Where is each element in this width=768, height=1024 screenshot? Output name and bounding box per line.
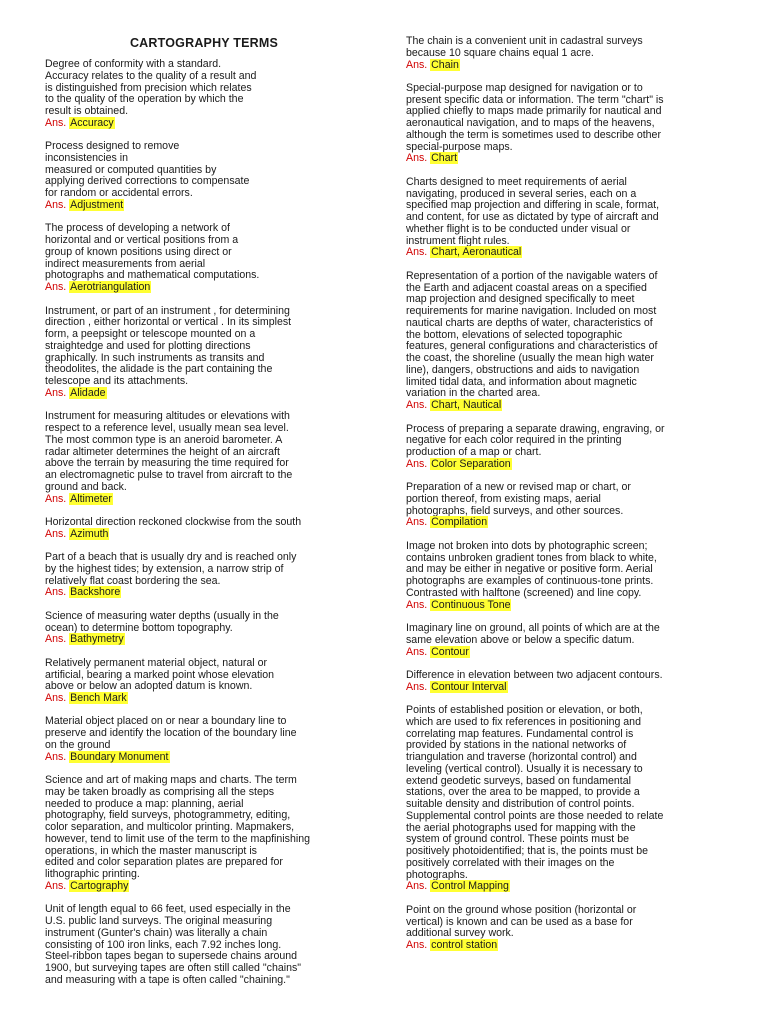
page-title: CARTOGRAPHY TERMS — [129, 36, 279, 50]
answer-label: Ans. — [45, 116, 67, 129]
left-column — [45, 36, 345, 998]
answer-label: Ans. — [45, 386, 67, 399]
answer-term-highlight: Chart — [431, 152, 458, 165]
term-definition: Point on the ground whose position (horizontal or vertical) is known and can be used as a base for additional survey work. — [406, 903, 637, 940]
answer-label: Ans. — [45, 750, 67, 763]
term-definition: Relatively permanent material object, natural or artificial, bearing a marked point whose elevation above or below an adopted datum is known. — [45, 656, 275, 693]
glossary-entry — [406, 83, 726, 165]
answer-line — [406, 647, 726, 659]
glossary-entry — [45, 552, 345, 599]
glossary-entry — [406, 905, 726, 952]
answer-term-highlight: Boundary Monument — [70, 750, 169, 763]
answer-term-highlight: Alidade — [70, 386, 106, 399]
answer-label: Ans. — [406, 645, 428, 658]
answer-line — [406, 400, 726, 412]
glossary-entry — [45, 716, 345, 763]
answer-term-highlight: Continuous Tone — [431, 598, 511, 611]
answer-line — [45, 118, 345, 130]
answer-term-highlight: Compilation — [431, 516, 488, 529]
answer-label: Ans. — [406, 939, 428, 952]
term-definition: Horizontal direction reckoned clockwise from the south — [45, 515, 302, 528]
term-definition: Instrument for measuring altitudes or elevations with respect to a reference level, usually mean sea level. The most common type is an aneroid barometer. A radar altimeter determines the height of an aircraft above the terrain by measuring the time required for an electromagnetic pulse to travel from aircraft to the ground and back. — [45, 410, 293, 493]
glossary-entry — [406, 705, 726, 893]
answer-label: Ans. — [45, 198, 67, 211]
answer-line — [45, 634, 345, 646]
glossary-entry — [406, 271, 726, 412]
answer-term-highlight: Chain — [431, 58, 459, 71]
answer-label: Ans. — [406, 399, 428, 412]
answer-line — [45, 282, 345, 294]
glossary-entry — [406, 482, 726, 529]
glossary-entry — [45, 141, 345, 212]
answer-line — [45, 200, 345, 212]
answer-label: Ans. — [45, 692, 67, 704]
glossary-entry — [45, 611, 345, 646]
glossary-entry — [45, 775, 345, 893]
answer-label: Ans. — [406, 457, 428, 470]
answer-label: Ans. — [406, 598, 428, 611]
answer-term-highlight: Adjustment — [70, 198, 124, 211]
term-definition: Process designed to remove inconsistencies in measured or computed quantities by applying derived corrections to compensate for random or accidental errors. — [45, 140, 250, 200]
term-definition: The chain is a convenient unit in cadastral surveys because 10 square chains equal 1 acre. — [406, 35, 643, 59]
term-definition: Science of measuring water depths (usually in the ocean) to determine bottom topography. — [45, 609, 279, 634]
answer-line — [406, 459, 726, 471]
glossary-entry — [45, 223, 345, 294]
term-definition: Difference in elevation between two adjacent contours. — [406, 669, 663, 681]
answer-line — [45, 881, 345, 893]
glossary-entry — [406, 424, 726, 471]
answer-term-highlight: control station — [431, 939, 498, 952]
term-definition: The process of developing a network of horizontal and or vertical positions from a group of known positions using direct or indirect measurements from aerial photographs and mathematical computations. — [45, 222, 260, 282]
answer-label: Ans. — [406, 680, 428, 693]
glossary-entry — [45, 517, 345, 541]
answer-term-highlight: Contour Interval — [431, 680, 507, 693]
answer-label: Ans. — [45, 527, 67, 540]
term-definition: Points of established position or elevation, or both, which are used to fix references in positioning and correlating map features. Fundamental control is provided by stations in the national networks of triangulation and traverse (horizontal control) and leveling (vertical control). Usually it is necessary to extend geodetic surveys, based on fundamental stations, over the area to be mapped, to provide a suitable density and distribution of control points. Supplemental control points are those needed to relate the aerial photographs used for mapping with the system of ground control. These points must be positively photoidentified; that is, the points must be positively correlated with their images on the photographs. — [406, 704, 664, 881]
answer-term-highlight: Altimeter — [70, 492, 112, 505]
answer-line — [45, 587, 345, 599]
answer-label: Ans. — [45, 281, 67, 294]
answer-label: Ans. — [406, 152, 428, 165]
answer-line — [406, 881, 726, 893]
glossary-entry — [406, 623, 726, 658]
glossary-entry — [406, 36, 726, 71]
answer-term-highlight: Control Mapping — [431, 880, 509, 893]
answer-term-highlight: Contour — [431, 645, 469, 658]
answer-line — [45, 388, 345, 400]
answer-line — [406, 247, 726, 259]
answer-line — [406, 60, 726, 72]
term-definition: Part of a beach that is usually dry and is reached only by the highest tides; by extension, a narrow strip of relatively flat coast bordering the sea. — [45, 551, 297, 587]
answer-label: Ans. — [406, 516, 428, 529]
answer-label: Ans. — [45, 879, 67, 892]
term-definition: Preparation of a new or revised map or chart, or portion thereof, from existing maps, aerial photographs, field surveys, and other sources. — [406, 481, 631, 517]
answer-label: Ans. — [45, 492, 67, 505]
answer-term-highlight: Backshore — [70, 586, 121, 599]
answer-term-highlight: Chart, Nautical — [431, 399, 502, 412]
answer-label: Ans. — [45, 633, 67, 646]
answer-term-highlight: Aerotriangulation — [70, 281, 151, 294]
glossary-entry — [45, 306, 345, 400]
term-definition: Charts designed to meet requirements of aerial navigating, produced in several series, each on a specified map projection and differing in scale, format, and content, for use as dictated by type of aircraft and whether flight is to be conducted under visual or instrument flight rules. — [406, 175, 660, 247]
answer-term-highlight: Chart, Aeronautical — [431, 246, 522, 259]
glossary-entry — [406, 177, 726, 259]
answer-line — [45, 693, 345, 705]
answer-term-highlight: Color Separation — [431, 457, 511, 470]
answer-line — [406, 940, 726, 952]
glossary-entry — [406, 670, 726, 694]
answer-line — [406, 517, 726, 529]
glossary-entry — [45, 904, 345, 986]
right-column — [406, 36, 726, 964]
term-definition: Degree of conformity with a standard. Accuracy relates to the quality of a result and is distinguished from precision which relates to the quality of the operation by which the result is obtained. — [45, 58, 257, 117]
answer-line — [406, 153, 726, 165]
answer-term-highlight: Bench Mark — [70, 692, 127, 704]
answer-term-highlight: Accuracy — [70, 116, 114, 129]
answer-line — [406, 682, 726, 694]
term-definition: Material object placed on or near a boundary line to preserve and identify the location of the boundary line on the ground — [45, 715, 297, 751]
answer-term-highlight: Bathymetry — [70, 633, 124, 646]
answer-label: Ans. — [406, 880, 428, 893]
answer-label: Ans. — [45, 586, 67, 599]
answer-line — [45, 529, 345, 541]
answer-label: Ans. — [406, 246, 428, 259]
glossary-entry — [45, 658, 345, 705]
glossary-entry — [45, 411, 345, 505]
term-definition: Image not broken into dots by photographic screen; contains unbroken gradient tones from black to white, and may be either in negative or positive form. Aerial photographs are examples of continuous-tone prints. Contrasted with halftone (screened) and line copy. — [406, 539, 657, 599]
answer-term-highlight: Cartography — [70, 879, 129, 892]
glossary-entry — [406, 541, 726, 612]
term-definition: Representation of a portion of the navigable waters of the Earth and adjacent coastal areas on a specified map projection and designed specifically to meet requirements for marine navigation. Included on most nautical charts are depths of water, characteristics of the bottom, elevations of selected topographic features, general configurations and characteristics of the coast, the shoreline (usually the mean high water line), dangers, obstructions and aids to navigation limited tidal data, and information about magnetic variation in the charted area. — [406, 269, 658, 400]
term-definition: Unit of length equal to 66 feet, used especially in the U.S. public land surveys. The original measuring instrument (Gunter's chain) was literally a chain consisting of 100 iron links, each 7.92 inches long. Steel-ribbon tapes began to supersede chains around 1900, but surveying tapes are often still called "chains" and measuring with a tape is often called "chaining." — [45, 903, 302, 986]
term-definition: Special-purpose map designed for navigation or to present specific data or information. The term "chart" is applied chiefly to maps made primarily for nautical and aeronautical navigation, and to maps of the heavens, although the term is sometimes used to describe other special-purpose maps. — [406, 81, 664, 153]
term-definition: Science and art of making maps and charts. The term may be taken broadly as comprising all the steps needed to produce a map: planning, aerial photography, field surveys, photogrammetry, editing, color separation, and multicolor printing. Mapmakers, however, tend to limit use of the term to the mapfinishing operations, in which the master manuscript is edited and color separation plates are prepared for lithographic printing. — [45, 774, 310, 881]
answer-line — [45, 494, 345, 506]
term-definition: Process of preparing a separate drawing, engraving, or negative for each color required in the printing production of a map or chart. — [406, 422, 665, 458]
answer-line — [45, 752, 345, 764]
glossary-entry — [45, 59, 345, 130]
answer-line — [406, 600, 726, 612]
answer-label: Ans. — [406, 58, 428, 71]
answer-term-highlight: Azimuth — [70, 527, 109, 540]
term-definition: Instrument, or part of an instrument , for determining direction , either horizontal or vertical . In its simplest form, a peepsight or telescope mounted on a straightedge and used for plotting directions graphically. In such instruments as transits and theodolites, the alidade is the part containing the telescope and its attachments. — [45, 304, 292, 388]
term-definition: Imaginary line on ground, all points of which are at the same elevation above or below a specific datum. — [406, 622, 660, 646]
